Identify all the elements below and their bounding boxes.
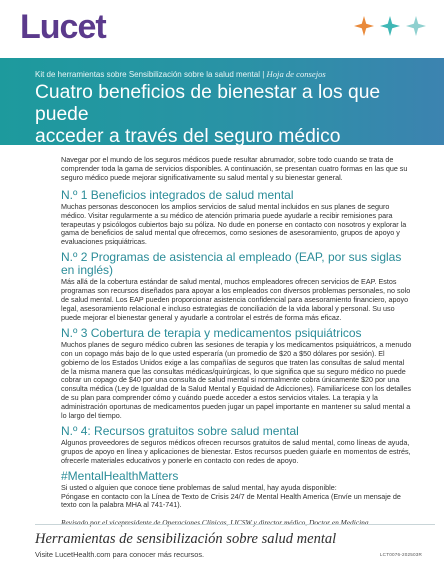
header (0, 0, 444, 58)
section-body: Muchos planes de seguro médico cubren las sesiones de terapia y los medicamentos psiquiátricos, a menudo con un copago más bajo de lo que usted esperaría (un promedio de $20 a $50 dólares por sesión). El gobierno de los Estados Unidos exige a las compañías de seguros que traten las consultas de salud mental de la misma manera que las consultas médicas/quirúrgicas, lo que significa que su seguro médico no puede cobrar un copago de $40 por una consulta de salud mental si normalmente cobra únicamente $20 por una consulta médica (Ley de Igualdad de la Salud Mental y Equidad de Adicciones). Familiarícese con los detalles de su plan para comprender cómo y cuándo puede acceder a estos servicios vitales. La terapia y la administración oportunas de medicamentos pueden jugar un papel importante en mantener su salud mental a lo largo del tiempo. (61, 339, 412, 421)
kit-label (35, 69, 326, 79)
sparkle-light-teal-icon (406, 16, 426, 36)
sparkle-orange-icon (354, 16, 374, 36)
reviewed-by-note: Revisado por el vicepresidente de Operaciones Clínicas, LICSW y director médico, Doctor en Medicina (61, 518, 369, 528)
sparkle-teal-icon (380, 16, 400, 36)
document-code: LCT0076-202503R (379, 552, 422, 557)
footer (35, 524, 435, 559)
section-heading: N.º 3 Cobertura de terapia y medicamentos psiquiátricos (61, 325, 362, 340)
main-content (61, 156, 413, 528)
brand-sparkles (354, 16, 426, 36)
section-heading: N.º 4: Recursos gratuitos sobre salud mental (61, 423, 299, 438)
footer-title: Herramientas de sensibilización sobre salud mental (35, 531, 337, 547)
footer-website-link[interactable]: Visite LucetHealth.com para conocer más recursos. (35, 550, 205, 559)
kit-sublabel: Hoja de consejos (266, 69, 326, 79)
help-line: Si usted o alguien que conoce tiene problemas de salud mental, hay ayuda disponible: (61, 482, 337, 492)
intro-paragraph: Navegar por el mundo de los seguros médicos puede resultar abrumador, sobre todo cuando se trata de comprender toda la gama de servicios disponibles. A continuación, se presentan cuatro formas en las que su seguro médico puede mejorar significativamente su salud mental y su bienestar general. (61, 155, 408, 182)
section-body: Algunos proveedores de seguros médicos ofrecen recursos gratuitos de salud mental, como líneas de ayuda, grupos de apoyo en línea y aplicaciones de bienestar. Estos recursos pueden guiarle en momentos de estrés, ofrecerle materiales educativos y ponerle en contacto con redes de apoyo. (61, 437, 411, 465)
lucet-logo: Lucet (20, 8, 106, 46)
section-body: Más allá de la cobertura estándar de salud mental, muchos empleadores ofrecen servicios de EAP. Estos programas son recursos diseñados para apoyar a los empleados con diversos problemas personales, no solo de salud mental. Los EAP pueden proporcionar asistencia confidencial para asesoramiento financiero, apoyo legal, asesoramiento relacional e incluso estrategias de conciliación de la vida laboral y personal. Su uso puede mejorar el bienestar general y ayudarle a controlar el estrés de forma más eficaz. (61, 277, 411, 322)
kit-label-text: Kit de herramientas sobre Sensibilización sobre la salud mental | (35, 70, 265, 79)
page-title-line1: Cuatro beneficios de bienestar a los que puede (35, 82, 381, 125)
section-body: Muchas personas desconocen los amplios servicios de salud mental incluidos en sus planes de seguro médico. Visitar regularmente a su médico de atención primaria puede ayudarle a recibir remisiones para terapeutas y psicólogos cubiertos bajo su póliza. No dude en ponerse en contacto con nosotros y explorar la gama de beneficios de salud mental que ofrecemos, como sesiones de asesoramiento, grupos de apoyo y evaluaciones psiquiátricas. (61, 201, 407, 247)
page-title (35, 82, 435, 148)
page-title-line2: acceder a través del seguro médico (35, 126, 341, 147)
section-heading: N.º 2 Programas de asistencia al empleado (EAP, por sus siglas en inglés) (61, 250, 402, 278)
section-heading: N.º 1 Beneficios integrados de salud mental (61, 187, 294, 202)
hashtag-heading: #MentalHealthMatters (61, 468, 179, 483)
crisis-text-line: Póngase en contacto con la Línea de Texto de Crisis 24/7 de Mental Health America (Envíe un mensaje de texto con la palabra MHA al 741-741). (61, 491, 401, 510)
